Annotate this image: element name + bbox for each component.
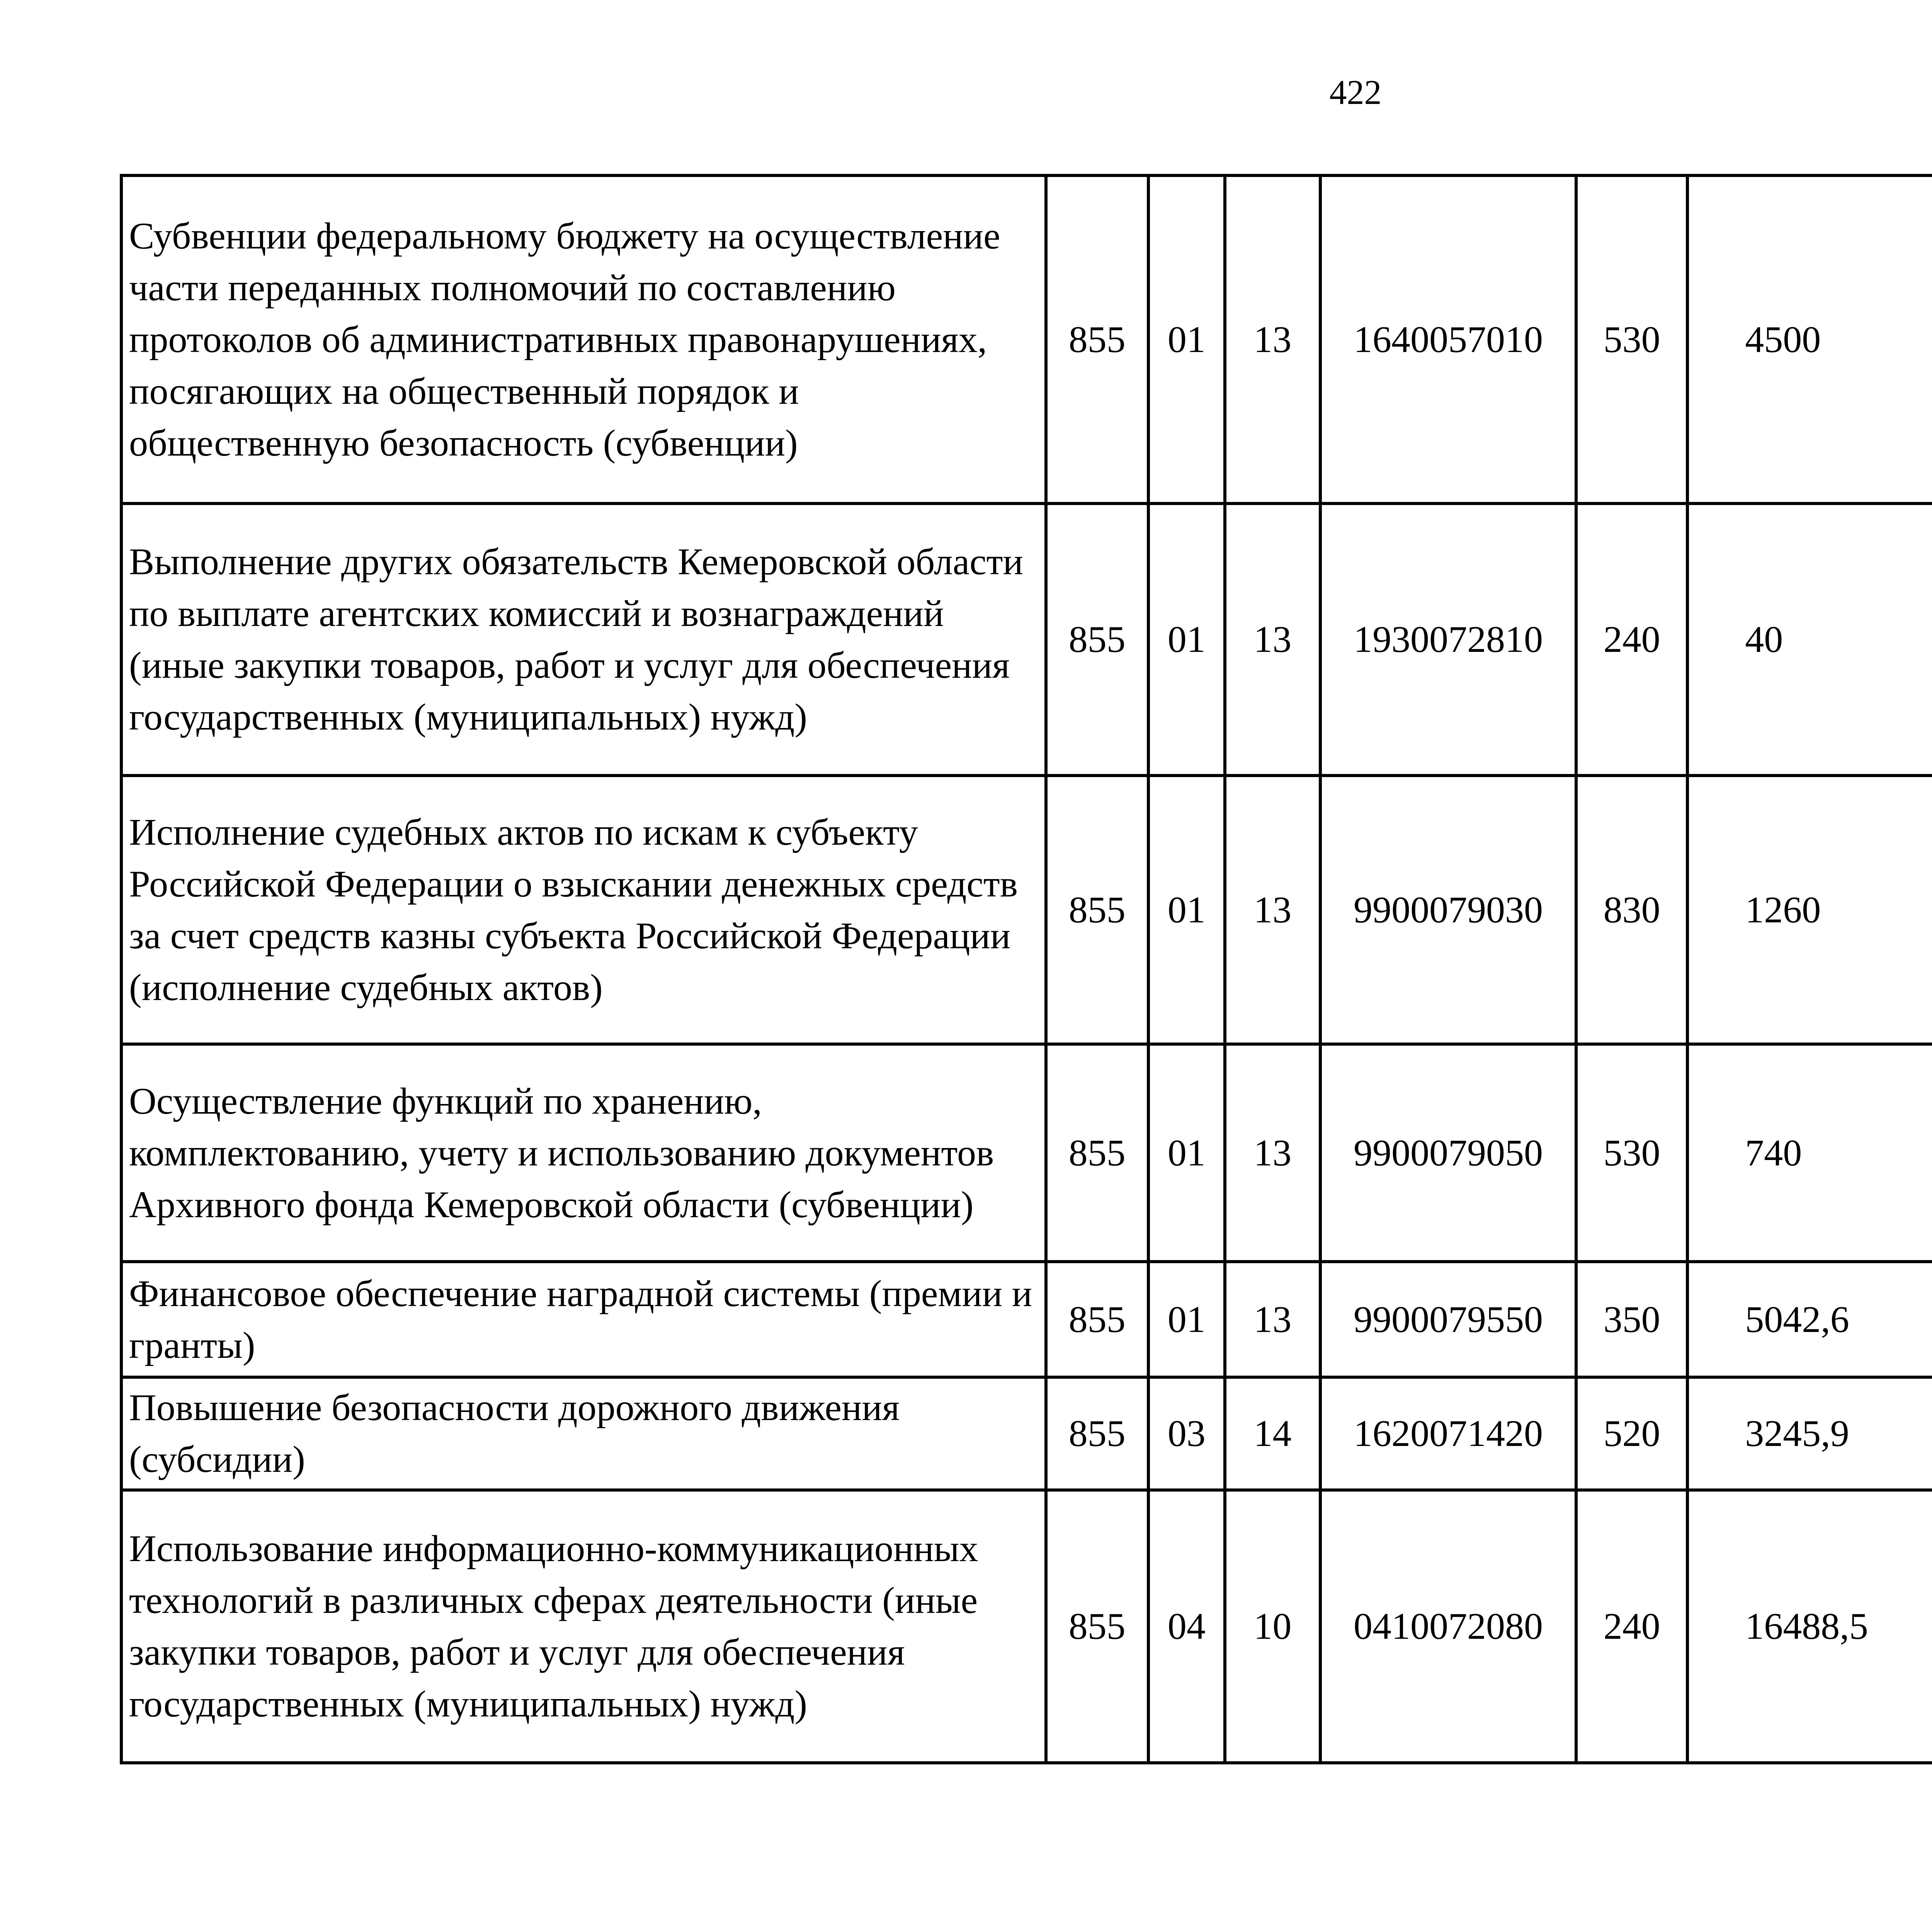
section-cell: 01 xyxy=(1148,1262,1225,1377)
target-article-cell: 1640057010 xyxy=(1320,175,1576,503)
description-cell: Исполнение судебных актов по искам к субъекту Российской Федерации о взыскании денежных средств за счет средств казны субъекта Российской Федерации (исполнение судебных актов) xyxy=(121,776,1046,1044)
section-cell: 01 xyxy=(1148,1044,1225,1262)
target-article-cell: 9900079550 xyxy=(1320,1262,1576,1377)
subsection-cell: 13 xyxy=(1225,776,1320,1044)
section-cell: 01 xyxy=(1148,503,1225,776)
subsection-cell: 10 xyxy=(1225,1490,1320,1763)
table-row xyxy=(121,1044,1932,1262)
description-cell: Повышение безопасности дорожного движения (субсидии) xyxy=(121,1377,1046,1490)
amount-1-cell: 40 xyxy=(1687,503,1932,776)
section-cell: 04 xyxy=(1148,1490,1225,1763)
description-cell: Использование информационно-коммуникационных технологий в различных сферах деятельности (иные закупки товаров, работ и услуг для обеспечения государственных (муниципальных) нужд) xyxy=(121,1490,1046,1763)
description-cell: Финансовое обеспечение наградной системы (премии и гранты) xyxy=(121,1262,1046,1377)
target-article-cell: 1930072810 xyxy=(1320,503,1576,776)
description-cell: Выполнение других обязательств Кемеровской области по выплате агентских комиссий и вознаграждений (иные закупки товаров, работ и услуг для обеспечения государственных (муниципальных) нужд) xyxy=(121,503,1046,776)
expense-type-cell: 240 xyxy=(1576,1490,1687,1763)
expense-type-cell: 240 xyxy=(1576,503,1687,776)
amount-1-cell: 16488,5 xyxy=(1687,1490,1932,1763)
table-row xyxy=(121,1262,1932,1377)
subsection-cell: 13 xyxy=(1225,1262,1320,1377)
table-row xyxy=(121,1490,1932,1763)
budget-table xyxy=(120,174,1932,1764)
table-row xyxy=(121,503,1932,776)
section-cell: 01 xyxy=(1148,175,1225,503)
target-article-cell: 9900079050 xyxy=(1320,1044,1576,1262)
ministry-code-cell: 855 xyxy=(1046,1262,1148,1377)
target-article-cell: 9900079030 xyxy=(1320,776,1576,1044)
amount-1-cell: 4500 xyxy=(1687,175,1932,503)
page-number: 422 xyxy=(1329,73,1382,112)
table-row xyxy=(121,1377,1932,1490)
section-cell: 01 xyxy=(1148,776,1225,1044)
description-cell: Осуществление функций по хранению, комплектованию, учету и использованию документов Архивного фонда Кемеровской области (субвенции) xyxy=(121,1044,1046,1262)
ministry-code-cell: 855 xyxy=(1046,175,1148,503)
description-cell: Субвенции федеральному бюджету на осуществление части переданных полномочий по составлению протоколов об административных правонарушениях, посягающих на общественный порядок и общественную безопасность (субвенции) xyxy=(121,175,1046,503)
subsection-cell: 13 xyxy=(1225,1044,1320,1262)
expense-type-cell: 830 xyxy=(1576,776,1687,1044)
table-row xyxy=(121,175,1932,503)
ministry-code-cell: 855 xyxy=(1046,503,1148,776)
subsection-cell: 13 xyxy=(1225,503,1320,776)
amount-1-cell: 1260 xyxy=(1687,776,1932,1044)
ministry-code-cell: 855 xyxy=(1046,1490,1148,1763)
section-cell: 03 xyxy=(1148,1377,1225,1490)
ministry-code-cell: 855 xyxy=(1046,1377,1148,1490)
amount-1-cell: 740 xyxy=(1687,1044,1932,1262)
table-body xyxy=(121,175,1932,1763)
subsection-cell: 14 xyxy=(1225,1377,1320,1490)
expense-type-cell: 530 xyxy=(1576,1044,1687,1262)
expense-type-cell: 350 xyxy=(1576,1262,1687,1377)
target-article-cell: 0410072080 xyxy=(1320,1490,1576,1763)
ministry-code-cell: 855 xyxy=(1046,1044,1148,1262)
expense-type-cell: 530 xyxy=(1576,175,1687,503)
table-row xyxy=(121,776,1932,1044)
ministry-code-cell: 855 xyxy=(1046,776,1148,1044)
target-article-cell: 1620071420 xyxy=(1320,1377,1576,1490)
subsection-cell: 13 xyxy=(1225,175,1320,503)
amount-1-cell: 5042,6 xyxy=(1687,1262,1932,1377)
amount-1-cell: 3245,9 xyxy=(1687,1377,1932,1490)
expense-type-cell: 520 xyxy=(1576,1377,1687,1490)
